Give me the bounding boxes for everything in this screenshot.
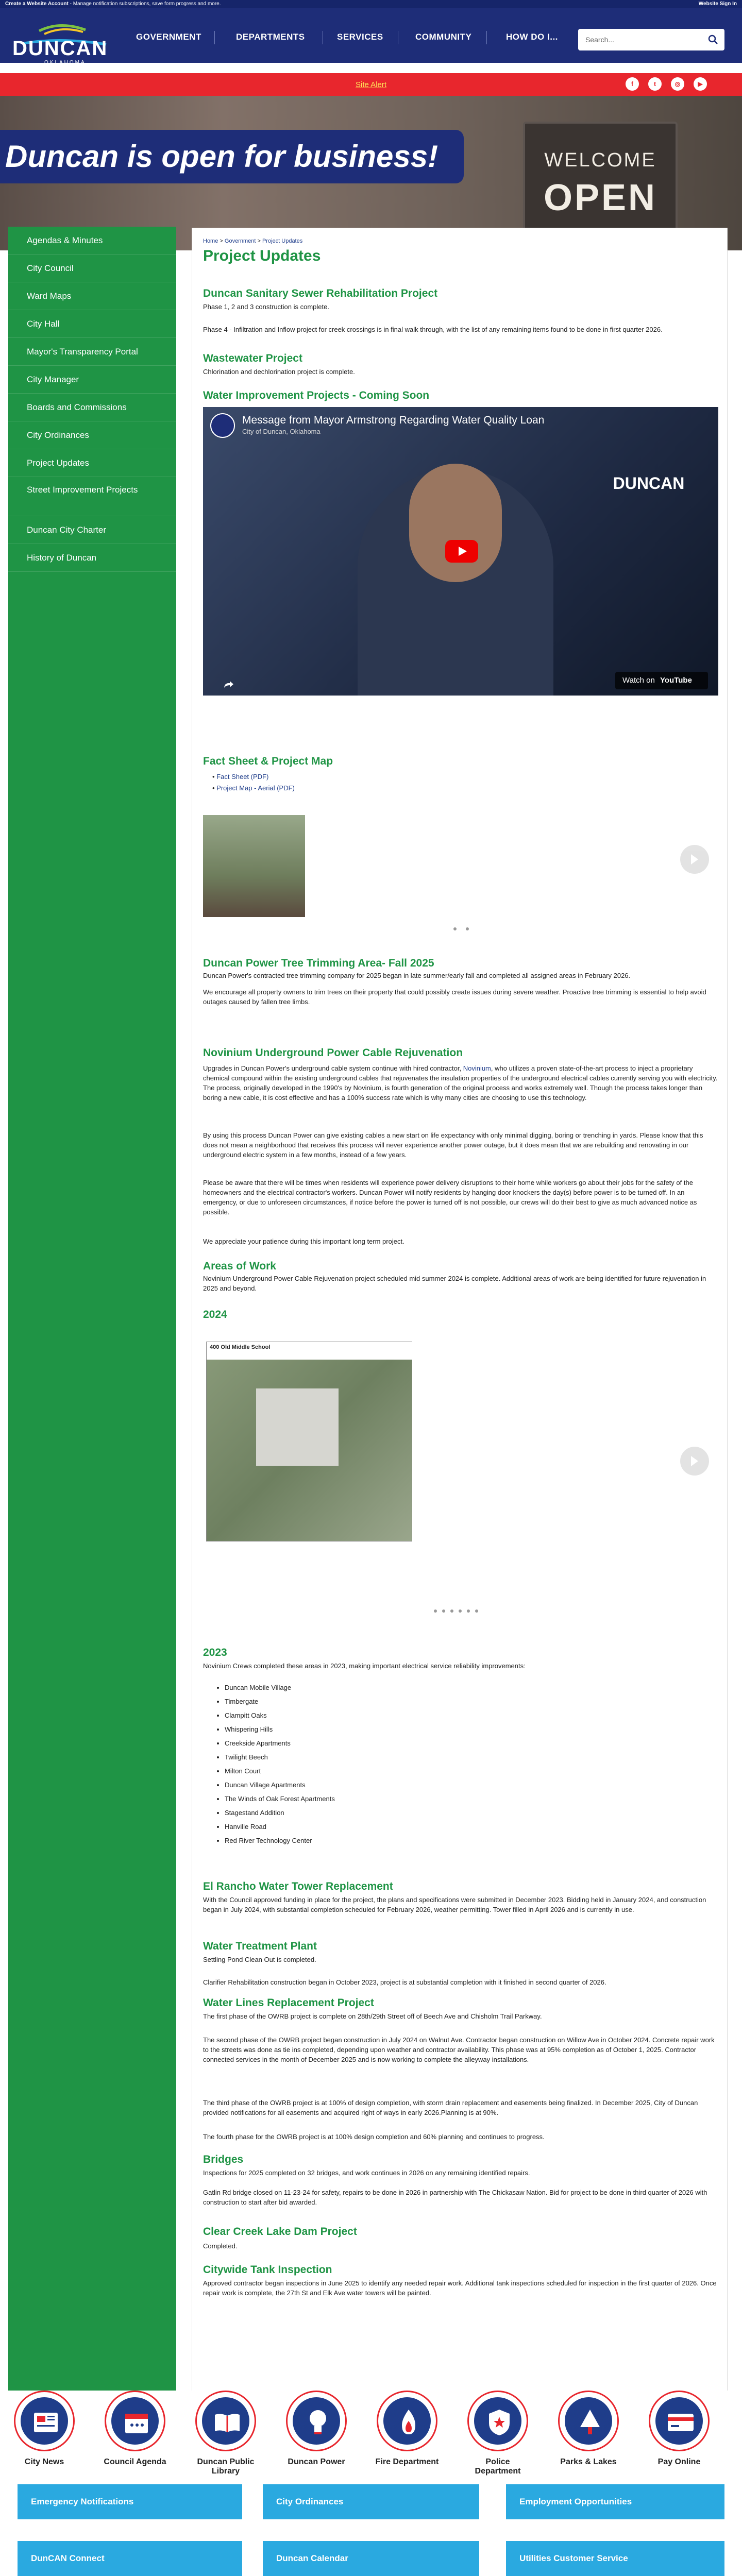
hero-tagline: Duncan is open for business! <box>0 130 464 183</box>
carousel-dot[interactable] <box>453 927 457 930</box>
list-item: • Milton Court <box>225 1764 335 1778</box>
youtube-icon[interactable]: ▶ <box>694 77 707 91</box>
lightbulb-icon <box>286 2391 347 2451</box>
bridges-text: Inspections for 2025 completed on 32 bridges, and work continues in 2026 on any remaining identified repairs. <box>203 2169 530 2177</box>
youtube-video-player[interactable] <box>203 407 718 696</box>
youtube-logo: YouTube <box>660 676 692 685</box>
tree-text: Duncan Power's contracted tree trimming company for 2025 began in late summer/early fall and completed all assigned areas in February 2026. <box>203 972 631 979</box>
fact-sheet-link[interactable]: Fact Sheet (PDF) <box>216 773 269 781</box>
tank-text: Approved contractor began inspections in June 2025 to identify any needed repair work. Additional tank inspections scheduled for inspection in the first quarter of 2026. Once repair work is complete, the 27th St and Elk Ave water towers will be painted. <box>203 2279 717 2297</box>
page-title: Project Updates <box>203 247 321 264</box>
treatment-text: Clarifier Rehabilitation construction began in October 2023, project is at substantial completion with it finished in second quarter of 2026. <box>203 1978 606 1986</box>
calendar-icon <box>105 2391 165 2451</box>
aerial-map-image[interactable] <box>206 1342 412 1541</box>
list-item: • Hanville Road <box>225 1820 335 1834</box>
quick-icon-label: Pay Online <box>657 2458 701 2466</box>
sidebar-item-street-projects[interactable]: Street Improvement Projects <box>8 477 176 516</box>
nav-how-do-i[interactable]: HOW DO I... <box>506 32 558 42</box>
breadcrumb: Home > Government > Project Updates <box>203 238 303 244</box>
novinium-text <box>203 1063 718 1103</box>
instagram-icon[interactable]: ◎ <box>671 77 684 91</box>
sign-open-text: OPEN <box>543 177 657 218</box>
list-item: • Stagestand Addition <box>225 1806 335 1820</box>
building-shape <box>256 1388 339 1466</box>
carousel-dot[interactable] <box>467 1609 470 1613</box>
tree-heading: Duncan Power Tree Trimming Area- Fall 2025 <box>203 957 434 969</box>
sidebar-item-city-charter[interactable]: Duncan City Charter <box>8 516 176 544</box>
carousel-dot[interactable] <box>450 1609 453 1613</box>
list-item: • Project Map - Aerial (PDF) <box>212 784 295 792</box>
video-logo: DUNCAN <box>613 474 685 493</box>
fact-sheet-heading: Fact Sheet & Project Map <box>203 755 333 767</box>
nav-services[interactable]: SERVICES <box>337 32 383 42</box>
owrb-heading: Water Lines Replacement Project <box>203 1997 374 2009</box>
account-bar <box>0 0 742 8</box>
sidebar-item-city-manager[interactable]: City Manager <box>8 366 176 394</box>
list-item: • Creekside Apartments <box>225 1736 335 1750</box>
areas-2023-list <box>214 1681 335 1848</box>
flame-icon <box>377 2391 437 2451</box>
nav-departments[interactable]: DEPARTMENTS <box>236 32 305 42</box>
list-item: • The Winds of Oak Forest Apartments <box>225 1792 335 1806</box>
carousel-dot[interactable] <box>434 1609 437 1613</box>
sidebar-item-history[interactable]: History of Duncan <box>8 544 176 572</box>
share-icon[interactable] <box>224 680 234 688</box>
bridges-text: Gatlin Rd bridge closed on 11-23-24 for safety, repairs to be done in 2026 in partnership with The Chickasaw Nation. Bid for project to be done in third quarter of 2026 with construction to start after bid awarded. <box>203 2189 707 2206</box>
sidebar-item-boards[interactable]: Boards and Commissions <box>8 394 176 421</box>
owrb-text: The third phase of the OWRB project is at 100% of design completion, with storm drain replacement and easements being finalized. In December 2025, City of Duncan provided notifications for all easements and acquired right of ways in early 2026.Planning is at 90%. <box>203 2099 698 2116</box>
treatment-text: Settling Pond Clean Out is completed. <box>203 1956 316 1963</box>
quick-icon-label: Police Department <box>475 2458 521 2476</box>
carousel-dot[interactable] <box>459 1609 462 1613</box>
owrb-text: The second phase of the OWRB project began construction in July 2024 on Walnut Ave. Contractor began construction on Willow Ave in October 2024. Concrete repair work to the streets was done as tie ins completed, depending upon weather and contractor availability. This phase was at 95% completion as of October 1, 2025. Contractor connected services in the month of December 2025 and is now working to complete the alleyway installations. <box>203 2036 715 2063</box>
list-item: • Twilight Beech <box>225 1750 335 1764</box>
sign-welcome-text: WELCOME <box>544 149 656 171</box>
tank-heading: Citywide Tank Inspection <box>203 2264 332 2276</box>
quick-icon-fire-department[interactable] <box>371 2391 443 2467</box>
quick-icon-label: City News <box>24 2458 64 2466</box>
sidebar-item-transparency[interactable]: Mayor's Transparency Portal <box>8 338 176 366</box>
sewer-text: Phase 1, 2 and 3 construction is complete. <box>203 303 329 311</box>
carousel-dot[interactable] <box>442 1609 445 1613</box>
search-placeholder: Search... <box>585 36 615 44</box>
quick-icons-row <box>0 2391 742 2483</box>
year-2023-heading: 2023 <box>203 1647 227 1658</box>
quick-icon-label: Duncan Power <box>288 2458 345 2466</box>
novinium-heading: Novinium Underground Power Cable Rejuvenation <box>203 1047 463 1059</box>
list-item: • Whispering Hills <box>225 1722 335 1736</box>
clear-creek-heading: Clear Creek Lake Dam Project <box>203 2226 357 2238</box>
emergency-notifications-button[interactable]: Emergency Notifications <box>18 2484 242 2519</box>
newspaper-icon <box>14 2391 75 2451</box>
clear-creek-text: Completed. <box>203 2242 238 2250</box>
employment-opportunities-button[interactable]: Employment Opportunities <box>506 2484 724 2519</box>
nav-divider <box>214 31 215 44</box>
treatment-heading: Water Treatment Plant <box>203 1940 317 1952</box>
list-item: • Clampitt Oaks <box>225 1708 335 1722</box>
nav-community[interactable]: COMMUNITY <box>415 32 472 42</box>
channel-avatar[interactable] <box>210 413 235 438</box>
badge-icon <box>467 2391 528 2451</box>
carousel-next-button[interactable] <box>680 845 709 874</box>
sidebar-item-ordinances[interactable]: City Ordinances <box>8 421 176 449</box>
nav-divider <box>486 31 487 44</box>
search-input[interactable] <box>578 29 724 50</box>
areas-2023-text: Novinium Crews completed these areas in 2023, making important electrical service reliability improvements: <box>203 1662 526 1670</box>
video-title[interactable]: Message from Mayor Armstrong Regarding Water Quality Loan <box>242 414 545 426</box>
quick-icon-label: Council Agenda <box>104 2458 166 2466</box>
quick-icon-parks-lakes[interactable] <box>552 2391 625 2467</box>
sidebar-nav <box>8 227 176 2465</box>
owrb-text: The first phase of the OWRB project is complete on 28th/29th Street off of Beech Ave and Chisholm Trail Parkway. <box>203 2012 542 2020</box>
open-sign-image <box>523 122 678 243</box>
logo-city-text: DUNCAN <box>12 37 108 60</box>
tree-text: We encourage all property owners to trim trees on their property that could possibly create issues during severe weather. Proactive tree trimming is essential to help avoid outages caused by fallen tree limbs. <box>203 988 706 1006</box>
card-icon <box>649 2391 710 2451</box>
city-logo[interactable] <box>8 23 112 66</box>
wastewater-text: Chlorination and dechlorination project is complete. <box>203 368 355 376</box>
create-account-link[interactable]: Create a Website Account <box>5 1 69 7</box>
breadcrumb-home[interactable]: Home <box>203 238 218 244</box>
sidebar-item-city-council[interactable]: City Council <box>8 255 176 282</box>
account-bar-text: - Manage notification subscriptions, save form progress and more. <box>68 1 221 7</box>
site-header <box>0 8 742 63</box>
sewer-text: Phase 4 - Infiltration and Inflow project for creek crossings is in final walk through, with the list of any remaining items found to be done in first quarter 2026. <box>203 326 663 333</box>
watch-on-youtube-button[interactable] <box>615 672 708 689</box>
carousel-dot[interactable] <box>466 927 469 930</box>
quick-icon-duncan-power[interactable] <box>280 2391 352 2467</box>
bridges-heading: Bridges <box>203 2154 244 2165</box>
wastewater-heading: Wastewater Project <box>203 352 302 364</box>
list-item: • Timbergate <box>225 1694 335 1708</box>
owrb-text: The fourth phase for the OWRB project is at 100% design completion and 60% planning and continues to progress. <box>203 2133 545 2141</box>
quick-icon-council-agenda[interactable] <box>99 2391 171 2467</box>
sign-in-link[interactable]: Website Sign In <box>698 1 737 7</box>
twitter-icon[interactable]: t <box>648 77 662 91</box>
novinium-text: By using this process Duncan Power can give existing cables a new start on life expectancy with only minimal digging, boring or trenching in yards. Please know that this does not mean a neighborhood that receives this process will never experience another power outage, but it does mean that we are rebuilding and renovating in our underground electric system in a few months, instead of a few years. <box>203 1131 703 1159</box>
project-map-link[interactable]: Project Map - Aerial (PDF) <box>216 784 295 792</box>
el-rancho-heading: El Rancho Water Tower Replacement <box>203 1880 393 1892</box>
city-ordinances-button[interactable]: City Ordinances <box>263 2484 479 2519</box>
site-alert-link[interactable]: Site Alert <box>356 80 387 89</box>
breadcrumb-government[interactable]: Government <box>224 238 256 244</box>
book-icon <box>195 2391 256 2451</box>
sidebar-item-project-updates[interactable]: Project Updates <box>8 449 176 477</box>
sidebar-item-city-hall[interactable]: City Hall <box>8 310 176 338</box>
map-label: 400 Old Middle School <box>207 1342 413 1360</box>
sidebar-item-agendas[interactable]: Agendas & Minutes <box>8 227 176 255</box>
speaker-head-image <box>409 464 502 582</box>
quick-icon-label: Parks & Lakes <box>560 2458 617 2466</box>
alert-bar <box>0 73 742 96</box>
novinium-text: We appreciate your patience during this important long term project. <box>203 1238 404 1245</box>
sidebar-item-ward-maps[interactable]: Ward Maps <box>8 282 176 310</box>
facebook-icon[interactable]: f <box>626 77 639 91</box>
breadcrumb-project-updates[interactable]: Project Updates <box>262 238 303 244</box>
duncan-calendar-button[interactable]: Duncan Calendar <box>263 2541 479 2576</box>
utilities-customer-service-button[interactable]: Utilities Customer Service <box>506 2541 724 2576</box>
carousel-next-button[interactable] <box>680 1447 709 1476</box>
sewer-heading: Duncan Sanitary Sewer Rehabilitation Project <box>203 287 438 299</box>
quick-icon-library[interactable] <box>190 2391 262 2476</box>
novinium-text-part: Upgrades in Duncan Power's underground cable system continue with hired contractor, <box>203 1064 463 1072</box>
tree-trimming-photo[interactable] <box>203 815 305 917</box>
areas-text: Novinium Underground Power Cable Rejuvenation project scheduled mid summer 2024 is complete. Additional areas of work are being identified for future rejuvenation in 2025 and beyond. <box>203 1275 706 1292</box>
carousel-dot[interactable] <box>475 1609 478 1613</box>
list-item: • Red River Technology Center <box>225 1834 335 1848</box>
list-item: • Duncan Village Apartments <box>225 1778 335 1792</box>
tree-icon <box>558 2391 619 2451</box>
video-channel: City of Duncan, Oklahoma <box>242 428 321 435</box>
play-button[interactable] <box>445 540 478 563</box>
quick-icon-label: Fire Department <box>375 2458 439 2466</box>
quick-icon-city-news[interactable] <box>8 2391 80 2467</box>
watch-on-label: Watch on <box>622 676 655 685</box>
search-icon[interactable] <box>708 35 718 45</box>
water-improvement-heading: Water Improvement Projects - Coming Soon <box>203 389 430 401</box>
quick-icon-label: Duncan Public Library <box>197 2458 255 2476</box>
year-2024-heading: 2024 <box>203 1309 227 1320</box>
logo-state-text: OKLAHOMA <box>44 60 86 65</box>
novinium-text-part: , who utilizes a proven state-of-the-art process to inject a proprietary chemical compound within the existing underground cables that rejuvenates the insulation properties of the underground electrical cables currently serving you with electricity. The process, originally developed in the 1990's by Novinium, is fourth generation of the original process and works extremely well. Though the process takes longer than boring a new cable, it is cost effective and has a 100% success rate which is why many cities are choosing to use this technology. <box>203 1064 718 1101</box>
list-item: • Duncan Mobile Village <box>225 1681 335 1694</box>
nav-government[interactable]: GOVERNMENT <box>136 32 201 42</box>
quick-icon-pay-online[interactable] <box>643 2391 715 2467</box>
novinium-link[interactable]: Novinium <box>463 1064 491 1072</box>
el-rancho-text: With the Council approved funding in place for the project, the plans and specifications were submitted in December 2023. Bidding held in January 2024, and construction began in July 2024, with substantial completion scheduled for February 2026, weather permitting. Tower filled in April 2026 and is currently in use. <box>203 1896 706 1913</box>
areas-heading: Areas of Work <box>203 1260 276 1272</box>
quick-icon-police-department[interactable] <box>462 2391 534 2476</box>
duncan-connect-button[interactable]: DunCAN Connect <box>18 2541 242 2576</box>
list-item: • Fact Sheet (PDF) <box>212 773 269 781</box>
novinium-text: Please be aware that there will be times when residents will experience power delivery disruptions to their home while workers go about their jobs for the safety of the homeowners and the electrical contractor's workers. Duncan Power will notify residents by hanging door knockers the day(s) before power is to be turned off. In an emergency, or due to unforeseen circumstances, if notice before the power is turned off is not possible, our crews will do their best to give as much advanced notice as possible. <box>203 1179 697 1216</box>
